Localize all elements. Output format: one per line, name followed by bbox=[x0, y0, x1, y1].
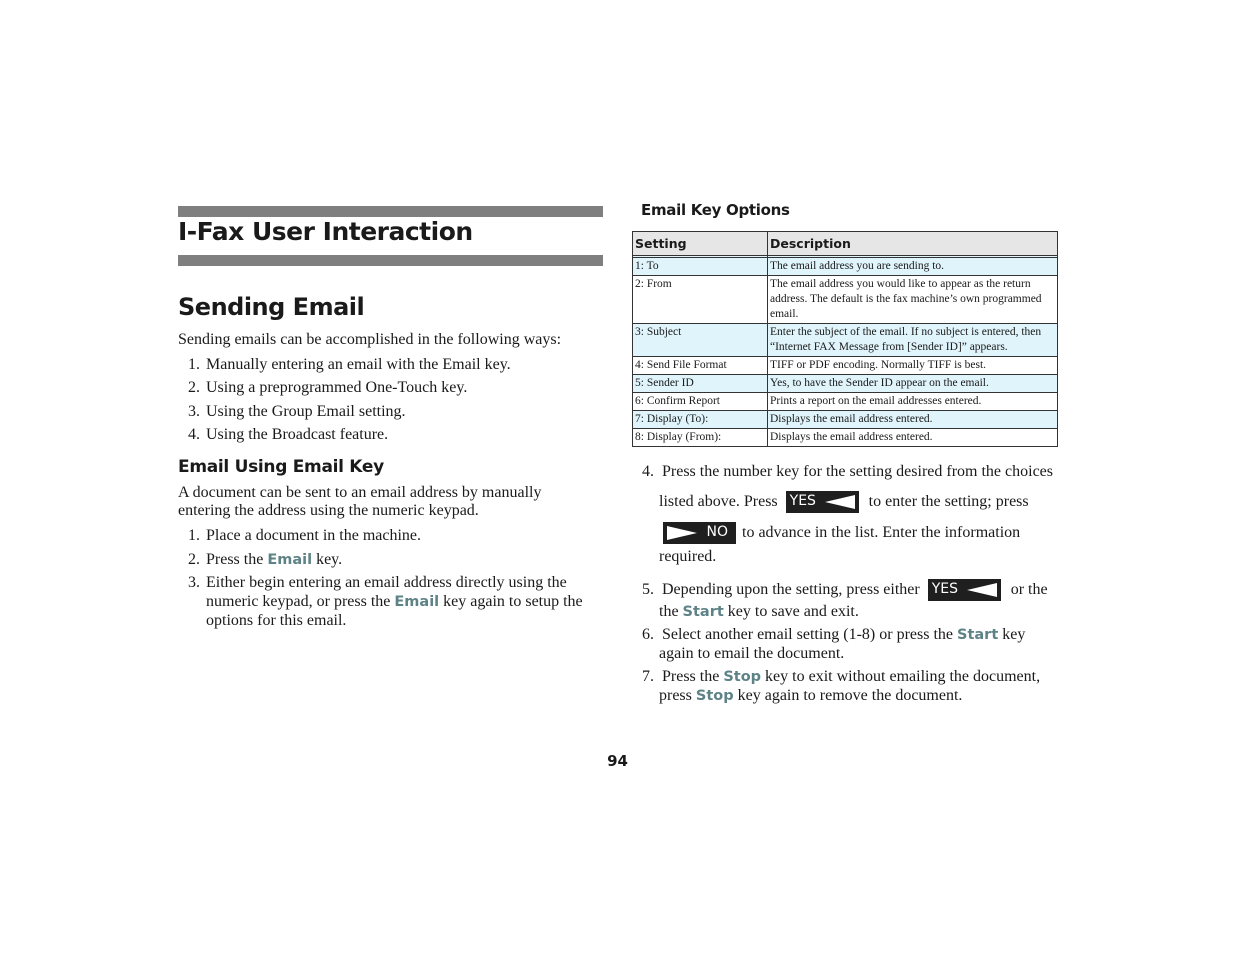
step-5: 5. Depending upon the setting, press either YES or the bbox=[632, 576, 1048, 604]
step-6: 6. Select another email setting (1-8) or press the Start key bbox=[642, 626, 1026, 643]
step-4-line-4: required. bbox=[659, 548, 717, 565]
step-7-line-2: press Stop key again to remove the document. bbox=[659, 687, 963, 704]
subsection-title: Email Using Email Key bbox=[178, 457, 384, 477]
right-arrow-icon bbox=[667, 526, 697, 540]
step-4-line-2: listed above. Press YES to enter the setting; press bbox=[659, 488, 1029, 516]
page-number: 94 bbox=[607, 752, 628, 770]
step-4: 4. Press the number key for the setting desired from the choices bbox=[642, 463, 1053, 480]
yes-button: YES bbox=[928, 579, 1001, 601]
column-header-description: Description bbox=[768, 232, 1058, 256]
step-6-line-2: again to email the document. bbox=[659, 645, 845, 662]
step-4-line-3: NO to advance in the list. Enter the information bbox=[663, 519, 1020, 547]
left-arrow-icon bbox=[967, 583, 997, 597]
subsection-paragraph: A document can be sent to an email address by manually entering the address using the numeric keypad. bbox=[178, 484, 542, 519]
table-row: 4: Send File Format TIFF or PDF encoding. Normally TIFF is best. bbox=[633, 357, 1058, 375]
table-row: 7: Display (To): Displays the email address entered. bbox=[633, 411, 1058, 429]
start-key-label: Start bbox=[957, 627, 999, 643]
table-row: 3: Subject Enter the subject of the email. If no subject is entered, then “Internet FAX Message from [Sender ID]” appears. bbox=[633, 324, 1058, 357]
stop-key-label: Stop bbox=[723, 669, 762, 685]
table-row: 5: Sender ID Yes, to have the Sender ID appear on the email. bbox=[633, 375, 1058, 393]
left-arrow-icon bbox=[825, 495, 855, 509]
step-7: 7. Press the Stop key to exit without emailing the document, bbox=[642, 668, 1041, 685]
table-caption: Email Key Options bbox=[641, 201, 790, 219]
table-row: 1: To The email address you are sending to. bbox=[633, 258, 1058, 276]
step-5-line-2: the Start key to save and exit. bbox=[659, 603, 859, 620]
chapter-title: I-Fax User Interaction bbox=[178, 217, 473, 246]
table-row: 2: From The email address you would like to appear as the return address. The default is the fax machine’s own programmed email. bbox=[633, 276, 1058, 324]
table-header-row bbox=[633, 232, 1058, 256]
email-key-label: Email bbox=[267, 552, 313, 568]
no-button: NO bbox=[663, 522, 736, 544]
start-key-label: Start bbox=[682, 604, 724, 620]
section-intro: Sending emails can be accomplished in the following ways: bbox=[178, 331, 562, 348]
section-title: Sending Email bbox=[178, 293, 365, 321]
email-key-options-table bbox=[632, 231, 1058, 447]
stop-key-label: Stop bbox=[695, 688, 734, 704]
email-key-label: Email bbox=[394, 594, 440, 610]
chapter-title-bar-bottom bbox=[178, 255, 603, 266]
table-row: 8: Display (From): Displays the email address entered. bbox=[633, 429, 1058, 447]
table-row: 6: Confirm Report Prints a report on the email addresses entered. bbox=[633, 393, 1058, 411]
column-header-setting: Setting bbox=[633, 232, 768, 256]
yes-button: YES bbox=[786, 491, 859, 513]
